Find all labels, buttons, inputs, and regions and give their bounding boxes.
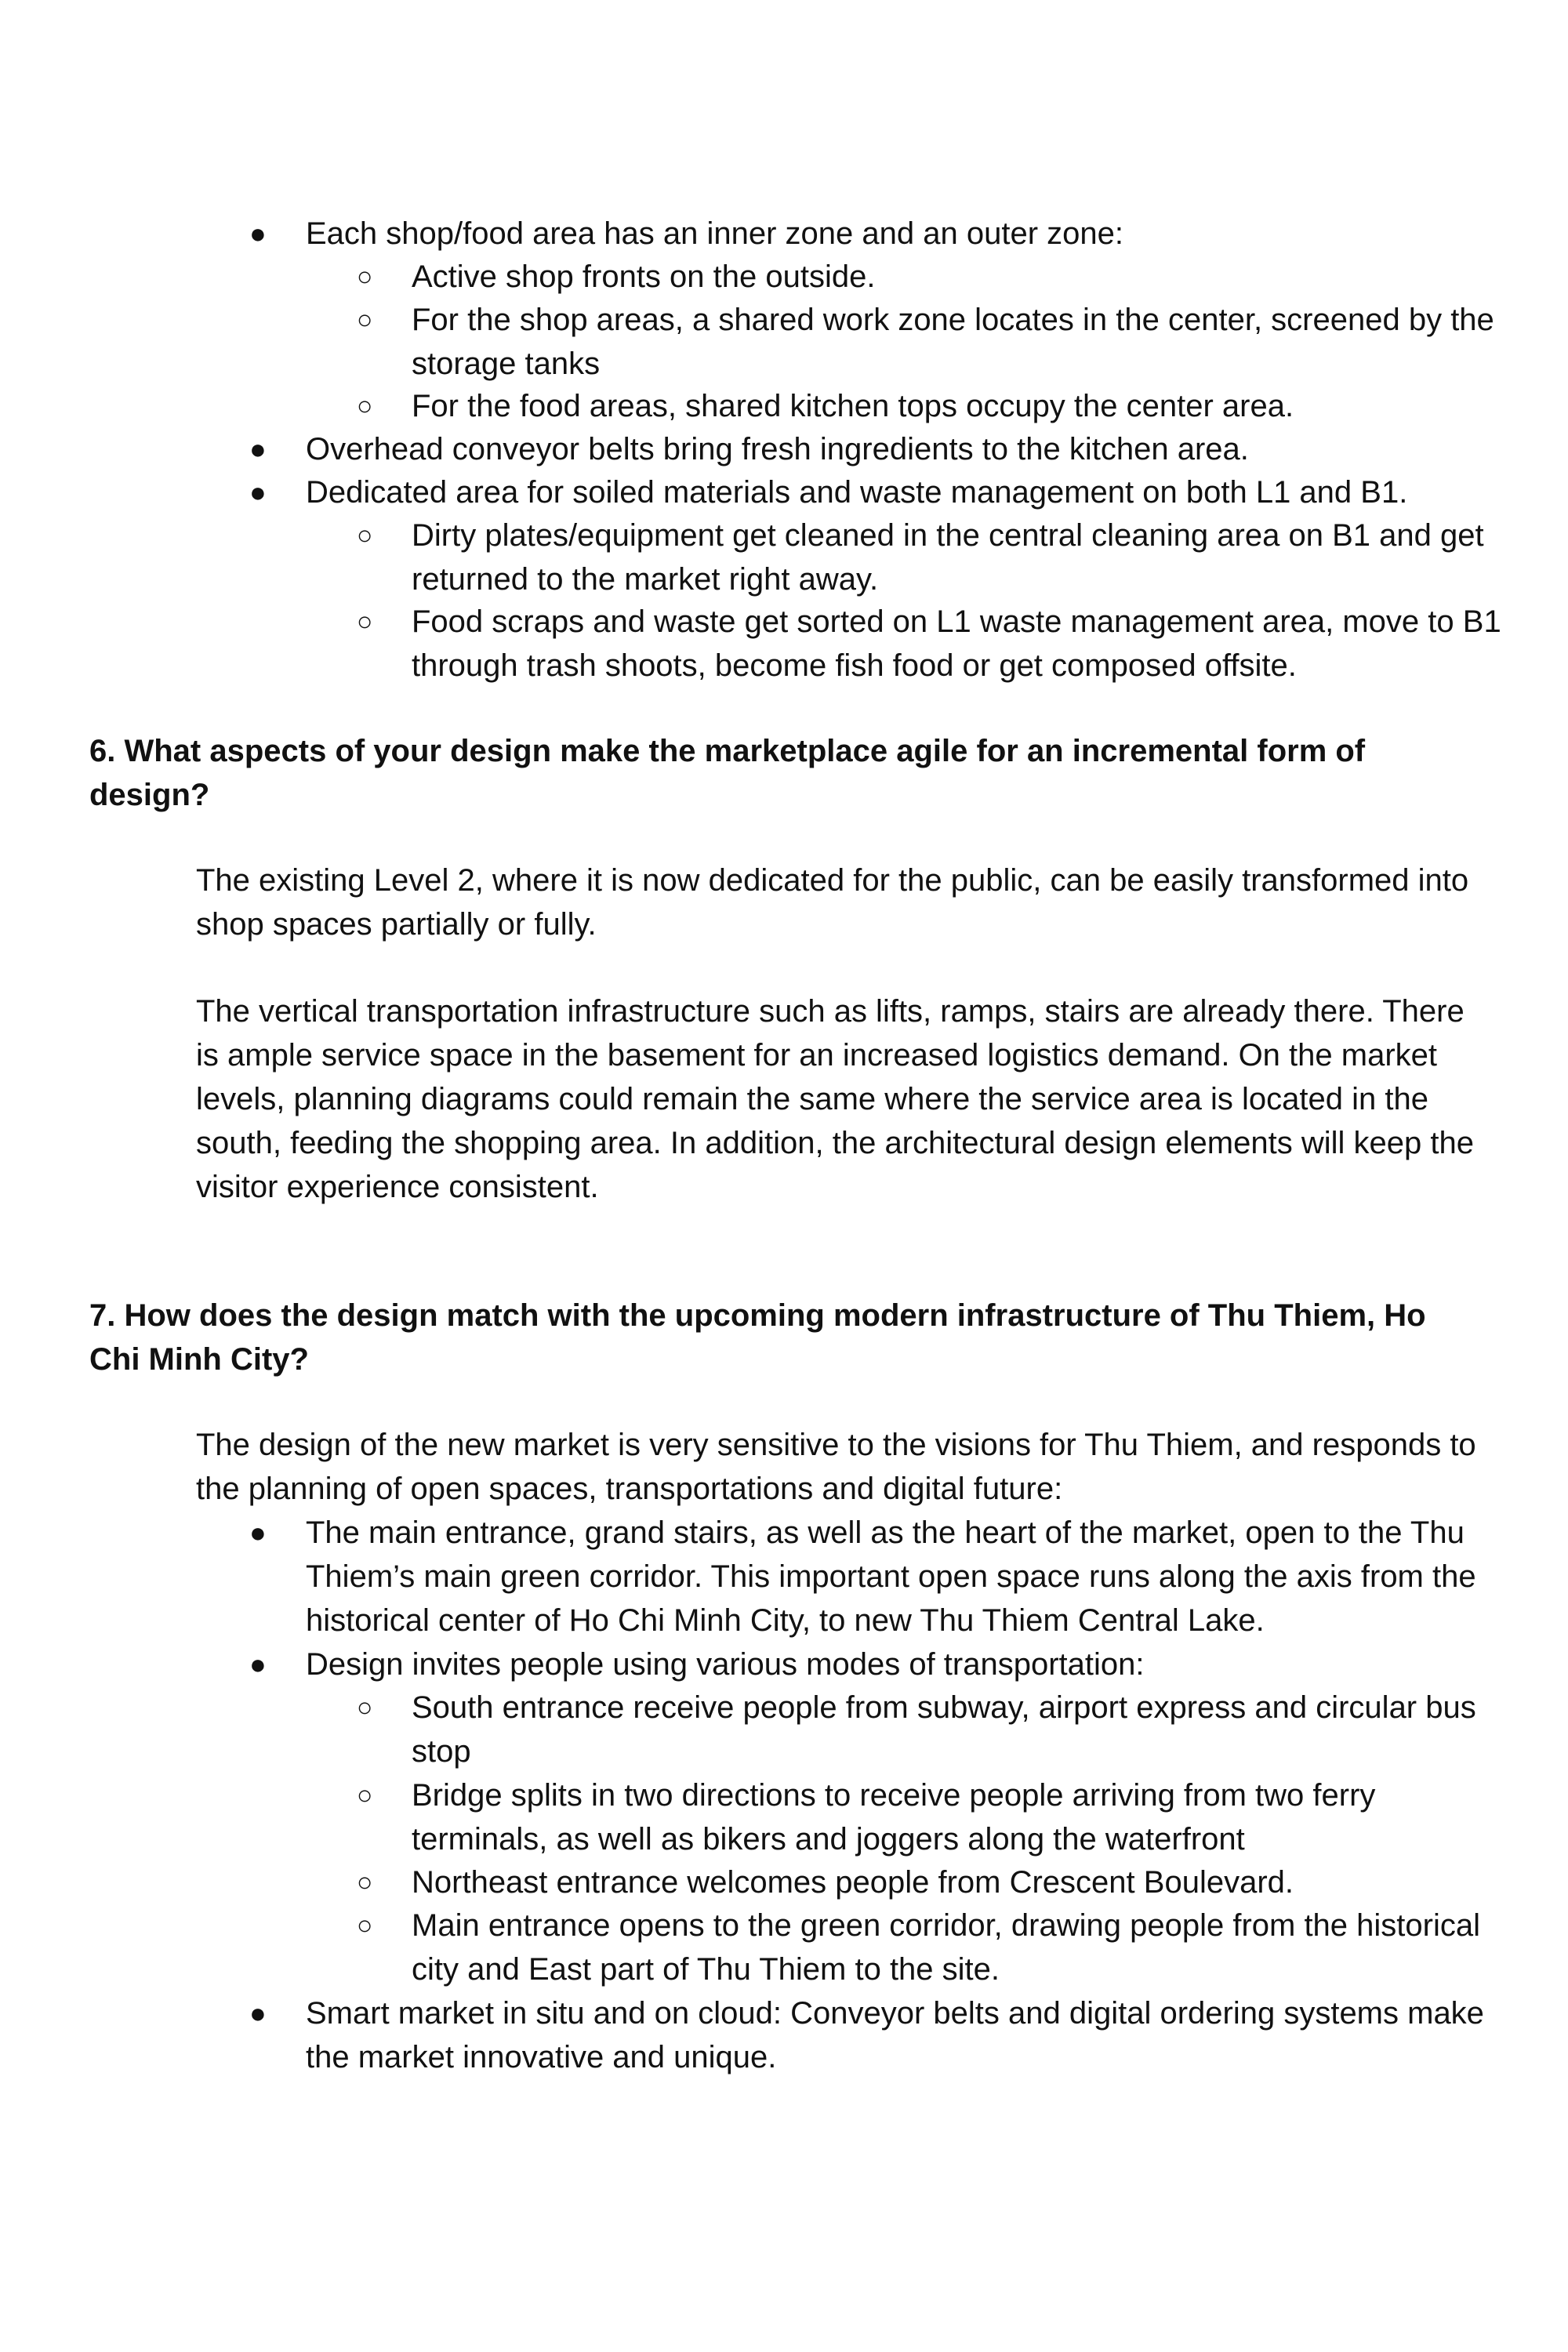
bullet-glyph: ● bbox=[249, 1516, 267, 1548]
bullet-glyph: ● bbox=[249, 1997, 267, 2029]
sub-bullet-glyph: ○ bbox=[357, 1911, 373, 1940]
sub-list-item-text: Food scraps and waste get sorted on L1 waste management area, move to B1 through trash shoots, become fish food or get composed offsite. bbox=[412, 604, 1501, 683]
list-item-text: Each shop/food area has an inner zone and an outer zone: bbox=[306, 216, 1123, 251]
bullet-glyph: ● bbox=[249, 217, 267, 249]
sub-list-item-text: South entrance receive people from subway, airport express and circular bus stop bbox=[412, 1690, 1476, 1769]
sub-list-item-text: Dirty plates/equipment get cleaned in the central cleaning area on B1 and get returned to the market right away. bbox=[412, 518, 1484, 597]
list-item-text: Design invites people using various modes of transportation: bbox=[306, 1647, 1145, 1682]
sub-bullet-glyph: ○ bbox=[357, 607, 373, 637]
sub-list-item-text: Main entrance opens to the green corridor, drawing people from the historical city and East part of Thu Thiem to the site. bbox=[412, 1908, 1480, 1987]
paragraph: The existing Level 2, where it is now dedicated for the public, can be easily transformed into shop spaces partially or fully. bbox=[196, 863, 1469, 942]
paragraph: The vertical transportation infrastructure such as lifts, ramps, stairs are already there. There is ample service space in the basement for an increased logistics demand. On the market levels, planning diagrams could remain the same where the service area is located in the south, feeding the shopping area. In addition, the architectural design elements will keep the visitor experience consistent. bbox=[196, 994, 1474, 1204]
sub-bullet-glyph: ○ bbox=[357, 1780, 373, 1810]
sub-bullet-glyph: ○ bbox=[357, 262, 373, 292]
sub-list-item-text: For the shop areas, a shared work zone locates in the center, screened by the storage tanks bbox=[412, 303, 1494, 381]
sub-list-item-text: Northeast entrance welcomes people from Crescent Boulevard. bbox=[412, 1865, 1294, 1900]
sub-bullet-glyph: ○ bbox=[357, 521, 373, 550]
list-item-text: Smart market in situ and on cloud: Conveyor belts and digital ordering systems make the market innovative and unique. bbox=[306, 1996, 1484, 2074]
sub-bullet-glyph: ○ bbox=[357, 305, 373, 335]
sub-list-item-text: Active shop fronts on the outside. bbox=[412, 260, 876, 294]
list-item-text: Dedicated area for soiled materials and waste management on both L1 and B1. bbox=[306, 475, 1408, 510]
question-6-heading: 6. What aspects of your design make the marketplace agile for an incremental form of design? bbox=[89, 734, 1366, 812]
list-item-text: Overhead conveyor belts bring fresh ingredients to the kitchen area. bbox=[306, 432, 1249, 466]
sub-list-item-text: For the food areas, shared kitchen tops occupy the center area. bbox=[412, 389, 1294, 423]
question-7-heading: 7. How does the design match with the upcoming modern infrastructure of Thu Thiem, Ho Chi Minh City? bbox=[89, 1298, 1426, 1377]
bullet-glyph: ● bbox=[249, 476, 267, 508]
bullet-glyph: ● bbox=[249, 433, 267, 465]
sub-bullet-glyph: ○ bbox=[357, 1867, 373, 1897]
bullet-glyph: ● bbox=[249, 1648, 267, 1680]
sub-bullet-glyph: ○ bbox=[357, 391, 373, 421]
sub-bullet-glyph: ○ bbox=[357, 1693, 373, 1722]
list-item-text: The main entrance, grand stairs, as well as the heart of the market, open to the Thu Thiem’s main green corridor. This important open space runs along the axis from the historical center of Ho Chi Minh City, to new Thu Thiem Central Lake. bbox=[306, 1515, 1476, 1638]
paragraph: The design of the new market is very sensitive to the visions for Thu Thiem, and responds to the planning of open spaces, transportations and digital future: bbox=[196, 1428, 1476, 1506]
sub-list-item-text: Bridge splits in two directions to receive people arriving from two ferry terminals, as well as bikers and joggers along the waterfront bbox=[412, 1778, 1376, 1857]
